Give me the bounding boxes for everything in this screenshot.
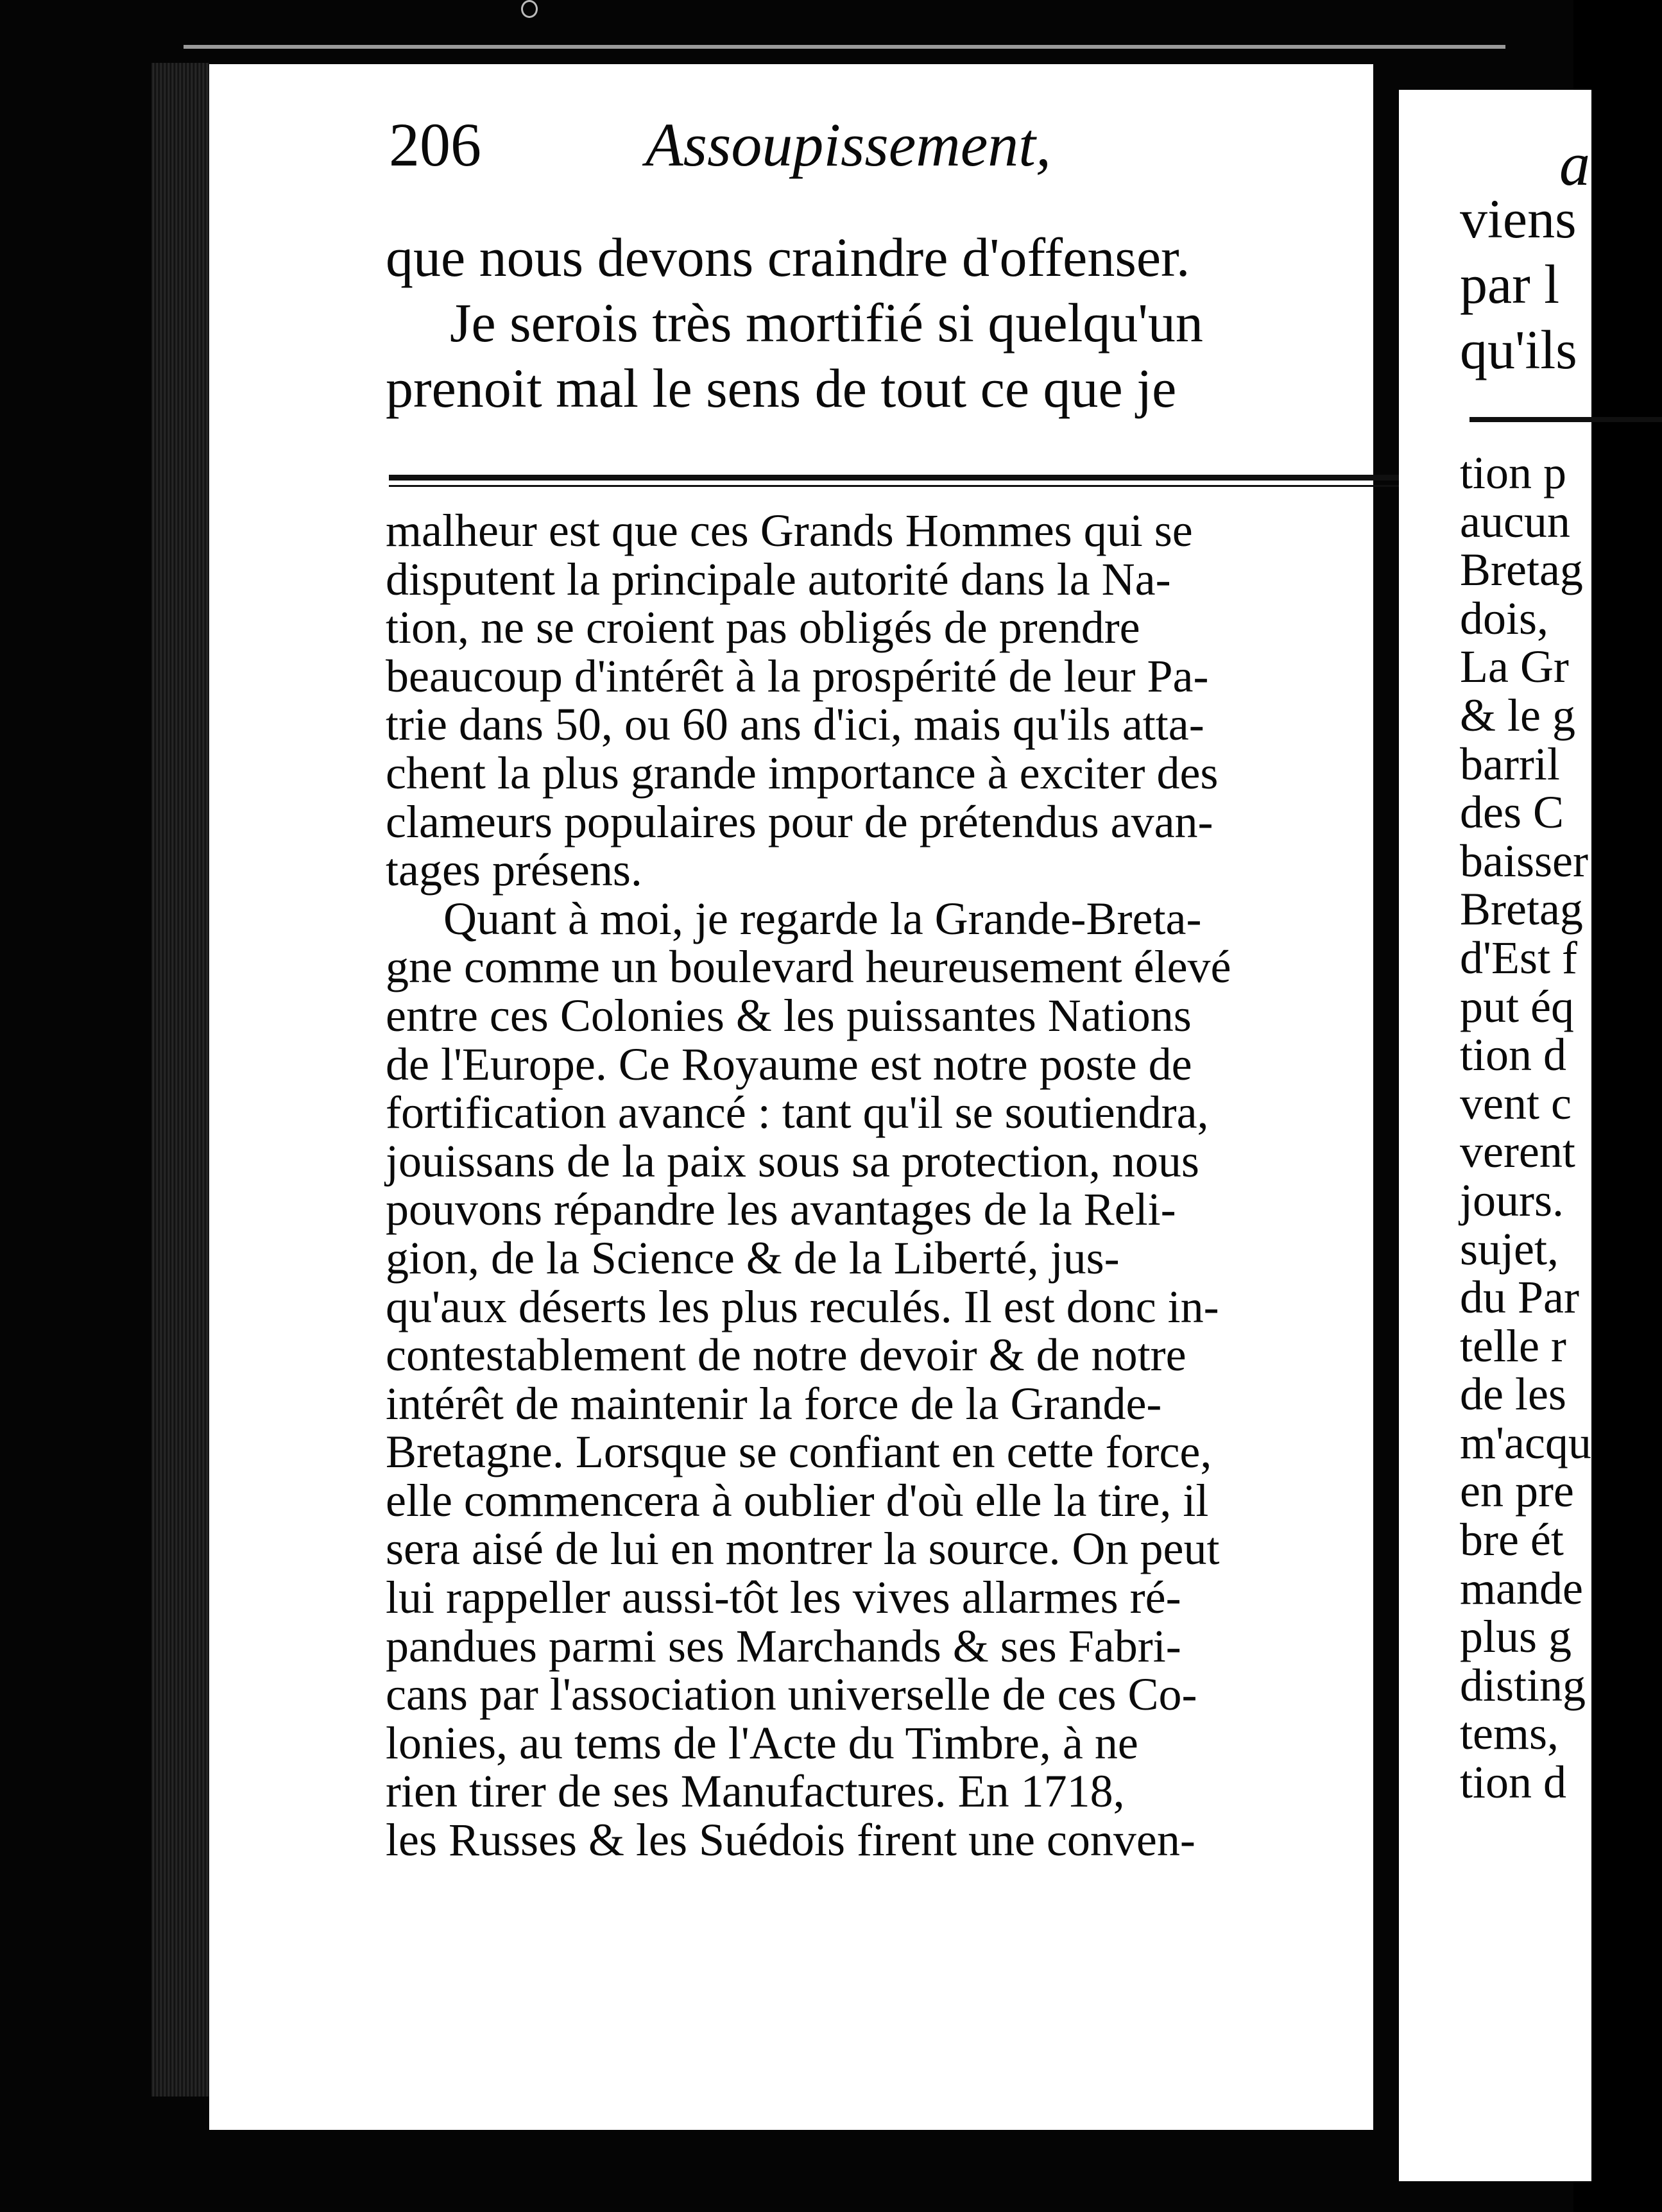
text-line: Bretag xyxy=(1460,544,1583,596)
right-page xyxy=(1399,90,1591,2181)
upper-text-block xyxy=(386,225,1515,421)
text-line: tion d xyxy=(1460,1757,1567,1808)
text-line: de l'Europe. Ce Royaume est notre poste de xyxy=(386,1038,1192,1090)
text-line: tion, ne se croient pas obligés de prendre xyxy=(386,602,1140,654)
text-line: tages présens. xyxy=(386,844,642,896)
text-line: sera aisé de lui en montrer la source. On peut xyxy=(386,1523,1220,1575)
right-body-text xyxy=(1460,449,1591,1807)
text-line: gion, de la Science & de la Liberté, jus- xyxy=(386,1232,1120,1284)
body-text-block xyxy=(386,507,1515,1865)
text-line: que nous devons craindre d'offenser. xyxy=(386,226,1190,288)
text-line: cans par l'association universelle de ces Co- xyxy=(386,1669,1197,1721)
text-line: pouvons répandre les avantages de la Reli- xyxy=(386,1184,1176,1236)
cover-edge-line xyxy=(184,45,1505,49)
text-line: des C xyxy=(1460,787,1564,838)
scan-corner-mark xyxy=(521,0,538,18)
text-line: mande xyxy=(1460,1562,1583,1614)
text-line: entre ces Colonies & les puissantes Nations xyxy=(386,989,1192,1041)
text-line: par l xyxy=(1460,253,1560,315)
text-line: trie dans 50, ou 60 ans d'ici, mais qu'ils atta- xyxy=(386,699,1204,751)
text-line: tion p xyxy=(1460,447,1567,498)
text-line: lonies, au tems de l'Acte du Timbre, à ne xyxy=(386,1717,1138,1769)
text-line: les Russes & les Suédois firent une conven- xyxy=(386,1814,1195,1866)
text-line: chent la plus grande importance à exciter des xyxy=(386,747,1219,799)
text-line: dois, xyxy=(1460,592,1549,644)
text-line: jouissans de la paix sous sa protection, nous xyxy=(386,1135,1199,1187)
text-line: disting xyxy=(1460,1659,1586,1711)
running-head xyxy=(389,109,1493,192)
running-title: Assoupissement, xyxy=(646,110,1051,179)
text-line: Quant à moi, je regarde la Grande-Breta- xyxy=(443,892,1202,944)
text-line: beaucoup d'intérêt à la prospérité de leur Pa- xyxy=(386,650,1209,702)
text-line: qu'ils xyxy=(1460,319,1577,380)
text-line: qu'aux déserts les plus reculés. Il est donc in- xyxy=(386,1280,1219,1332)
text-line: fortification avancé : tant qu'il se soutiendra, xyxy=(386,1087,1209,1139)
section-rule-thin xyxy=(389,485,1505,487)
text-line: jours. xyxy=(1460,1174,1564,1226)
text-line: barril xyxy=(1460,738,1560,790)
text-line: rien tirer de ses Manufactures. En 1718, xyxy=(386,1765,1125,1817)
text-line: d'Est f xyxy=(1460,932,1577,983)
text-line: lui rappeller aussi-tôt les vives allarmes ré- xyxy=(386,1572,1181,1624)
text-line: put éq xyxy=(1460,980,1574,1032)
text-line: tems, xyxy=(1460,1708,1559,1760)
right-upper-text xyxy=(1460,186,1577,382)
text-line: clameurs populaires pour de prétendus avan- xyxy=(386,795,1213,847)
right-section-rule xyxy=(1469,417,1662,422)
text-line: malheur est que ces Grands Hommes qui se xyxy=(386,505,1193,556)
text-line: disputent la principale autorité dans la Na- xyxy=(386,553,1171,605)
text-line: telle r xyxy=(1460,1320,1566,1372)
text-line: pandues parmi ses Marchands & ses Fabri- xyxy=(386,1620,1181,1672)
text-line: viens xyxy=(1460,188,1577,250)
page-edge-stack xyxy=(151,63,209,2097)
text-line: elle commencera à oublier d'où elle la tire, il xyxy=(386,1474,1209,1526)
text-line: aucun xyxy=(1460,495,1570,547)
text-line: Bretagne. Lorsque se confiant en cette force, xyxy=(386,1426,1212,1478)
text-line: de les xyxy=(1460,1368,1566,1420)
text-line: La Gr xyxy=(1460,641,1569,693)
text-line: Je serois très mortifié si quelqu'un xyxy=(450,292,1203,353)
text-line: contestablement de notre devoir & de notre xyxy=(386,1329,1187,1381)
text-line: verent xyxy=(1460,1126,1575,1178)
text-line: intérêt de maintenir la force de la Grande- xyxy=(386,1377,1162,1429)
right-running-fragment: a xyxy=(1559,130,1590,198)
text-line: plus g xyxy=(1460,1611,1572,1663)
text-line: tion d xyxy=(1460,1029,1567,1081)
text-line: bre ét xyxy=(1460,1514,1564,1566)
text-line: prenoit mal le sens de tout ce que je xyxy=(386,357,1177,419)
text-line: sujet, xyxy=(1460,1223,1559,1275)
text-line: gne comme un boulevard heureusement élevé xyxy=(386,941,1231,993)
text-line: baisser xyxy=(1460,835,1588,887)
page-number: 206 xyxy=(389,110,481,179)
text-line: vent c xyxy=(1460,1077,1572,1129)
text-line: & le g xyxy=(1460,689,1575,741)
section-rule xyxy=(389,475,1505,481)
text-line: en pre xyxy=(1460,1465,1574,1517)
text-line: m'acqu xyxy=(1460,1417,1591,1468)
text-line: du Par xyxy=(1460,1272,1579,1323)
left-page xyxy=(209,64,1373,2130)
text-line: Bretag xyxy=(1460,883,1583,935)
